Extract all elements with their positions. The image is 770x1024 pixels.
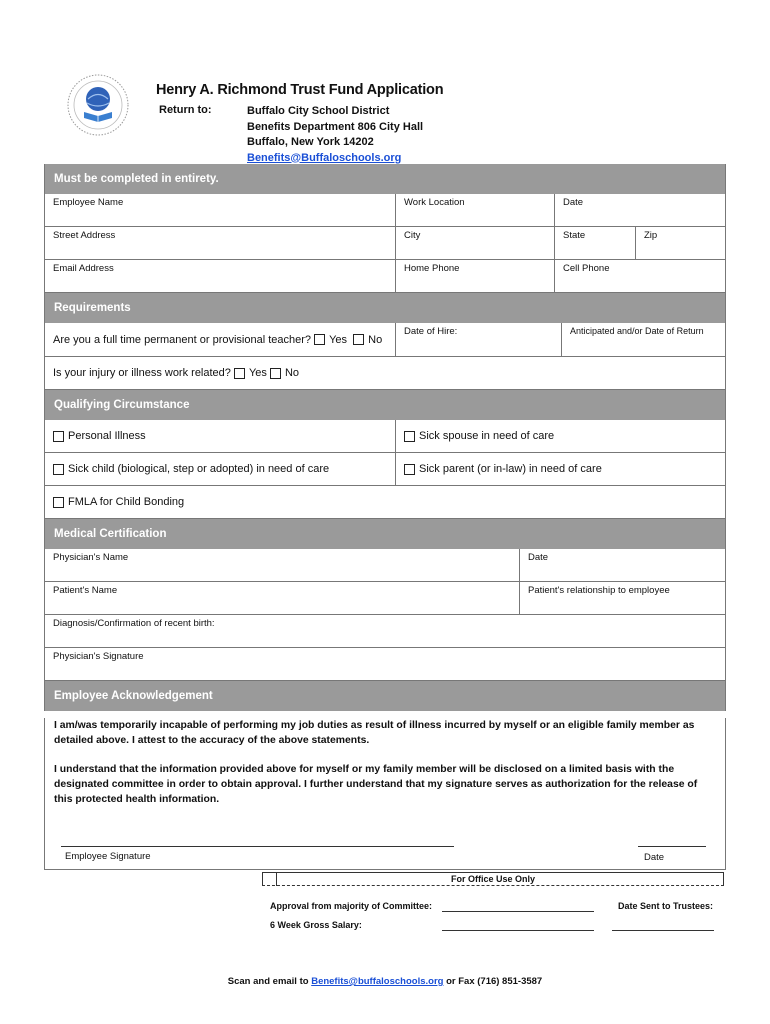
return-date-field[interactable] [562,323,725,356]
employee-signature-label: Employee Signature [65,851,151,862]
acknowledgement-box [44,718,726,870]
checkbox-label: Yes [329,333,348,346]
footer-text: Scan and email to [227,976,312,987]
footer-fax-text: or Fax (716) 851-3587 [443,976,543,987]
date-sent-line[interactable] [612,930,714,931]
no-checkbox[interactable] [353,334,364,345]
school-district-seal-logo [66,72,130,142]
checkbox-label: No [284,367,300,379]
medical-date-field[interactable] [520,549,725,581]
attestation-text: I am/was temporarily incapable of performing my job duties as result of illness incurred by myself or an eligible family member as detailed above. I attest to the accuracy of the above statements. [54,720,695,746]
divider [276,872,277,886]
field-label: Cell Phone [563,263,610,274]
date-sent-label: Date Sent to Trustees: [618,901,714,911]
field-label: Work Location [404,197,465,208]
physician-name-field[interactable] [45,549,520,581]
no-checkbox[interactable] [270,368,281,379]
approval-line[interactable] [442,911,594,912]
approval-label: Approval from majority of Committee: [270,901,433,911]
option-label: Sick spouse in need of care [419,430,555,442]
patient-name-field[interactable] [45,582,520,614]
field-label: Home Phone [404,263,460,274]
checkbox[interactable] [53,431,64,442]
date-of-hire-field[interactable] [396,323,562,356]
field-label: State [563,230,586,241]
footer-email-link[interactable]: Benefits@buffaloschools.org [311,976,444,987]
section-header-acknowledgement: Employee Acknowledgement [44,681,726,711]
street-address-field[interactable] [45,227,396,259]
state-field[interactable] [555,227,636,259]
salary-label: 6 Week Gross Salary: [270,920,362,930]
yes-checkbox[interactable] [234,368,245,379]
field-label: City [404,230,421,241]
question-text: Is your injury or illness work related? [53,367,231,379]
address-line: Benefits Department 806 City Hall [247,120,424,133]
section-header-medical: Medical Certification [44,519,726,549]
email-address-field[interactable] [45,260,396,292]
employee-signature-line[interactable] [61,846,454,847]
checkbox[interactable] [53,464,64,475]
personal-illness-option[interactable] [45,420,396,452]
fmla-bonding-option[interactable] [45,486,725,518]
field-label: Diagnosis/Confirmation of recent birth: [53,618,215,629]
option-label: Sick parent (or in-law) in need of care [419,463,602,475]
field-label: Date of Hire: [404,326,458,337]
option-label: Sick child (biological, step or adopted) in need of care [68,463,330,475]
sick-spouse-option[interactable] [396,420,725,452]
benefits-email-link[interactable]: Benefits@Buffaloschools.org [247,151,402,164]
employee-name-field[interactable] [45,194,396,226]
home-phone-field[interactable] [396,260,555,292]
checkbox[interactable] [53,497,64,508]
sick-parent-option[interactable] [396,453,725,485]
sick-child-option[interactable] [45,453,396,485]
return-to-label: Return to: [159,104,212,116]
field-label: Date [563,197,584,208]
date-field[interactable] [555,194,725,226]
field-label: Physician's Signature [53,651,144,662]
cell-phone-field[interactable] [555,260,725,292]
checkbox-label: Yes [248,367,267,379]
office-use-header: For Office Use Only [262,872,724,886]
section-header-circumstance: Qualifying Circumstance [44,390,726,420]
field-label: Zip [644,230,658,241]
return-address [247,104,423,166]
zip-field[interactable] [636,227,725,259]
address-line: Buffalo, New York 14202 [247,136,374,148]
work-related-question [45,357,725,389]
checkbox-label: No [368,333,383,346]
checkbox[interactable] [404,431,415,442]
field-label: Employee Name [53,197,124,208]
field-label: Email Address [53,263,114,274]
signature-date-label: Date [644,852,665,863]
section-header-employee-info: Must be completed in entirety. [44,164,726,194]
option-label: Personal Illness [68,430,146,442]
signature-date-line[interactable] [638,846,706,847]
physician-signature-field[interactable] [45,648,725,680]
field-label: Date [528,552,549,563]
checkbox[interactable] [404,464,415,475]
application-form [44,164,726,870]
field-label: Physician's Name [53,552,129,563]
form-title: Henry A. Richmond Trust Fund Application [156,82,444,98]
full-time-teacher-question [45,323,396,356]
work-location-field[interactable] [396,194,555,226]
salary-line[interactable] [442,930,594,931]
field-label: Patient's relationship to employee [528,585,670,596]
diagnosis-field[interactable] [45,615,725,647]
address-line: Buffalo City School District [247,105,390,117]
field-label: Street Address [53,230,116,241]
office-use-block [262,872,724,942]
option-label: FMLA for Child Bonding [68,496,185,508]
patient-relationship-field[interactable] [520,582,725,614]
footer-instructions [0,976,770,987]
yes-checkbox[interactable] [314,334,325,345]
authorization-text: I understand that the information provided above for myself or my family member will be disclosed on a limited basis with the designated committee in order to obtain approval. I further understand that my signature serves as authorization for the release of this protected health information. [54,764,698,805]
field-label: Patient's Name [53,585,118,596]
question-text: Are you a full time permanent or provisional teacher? [53,333,312,346]
field-label: Anticipated and/or Date of Return [570,326,704,336]
city-field[interactable] [396,227,555,259]
section-header-requirements: Requirements [44,293,726,323]
